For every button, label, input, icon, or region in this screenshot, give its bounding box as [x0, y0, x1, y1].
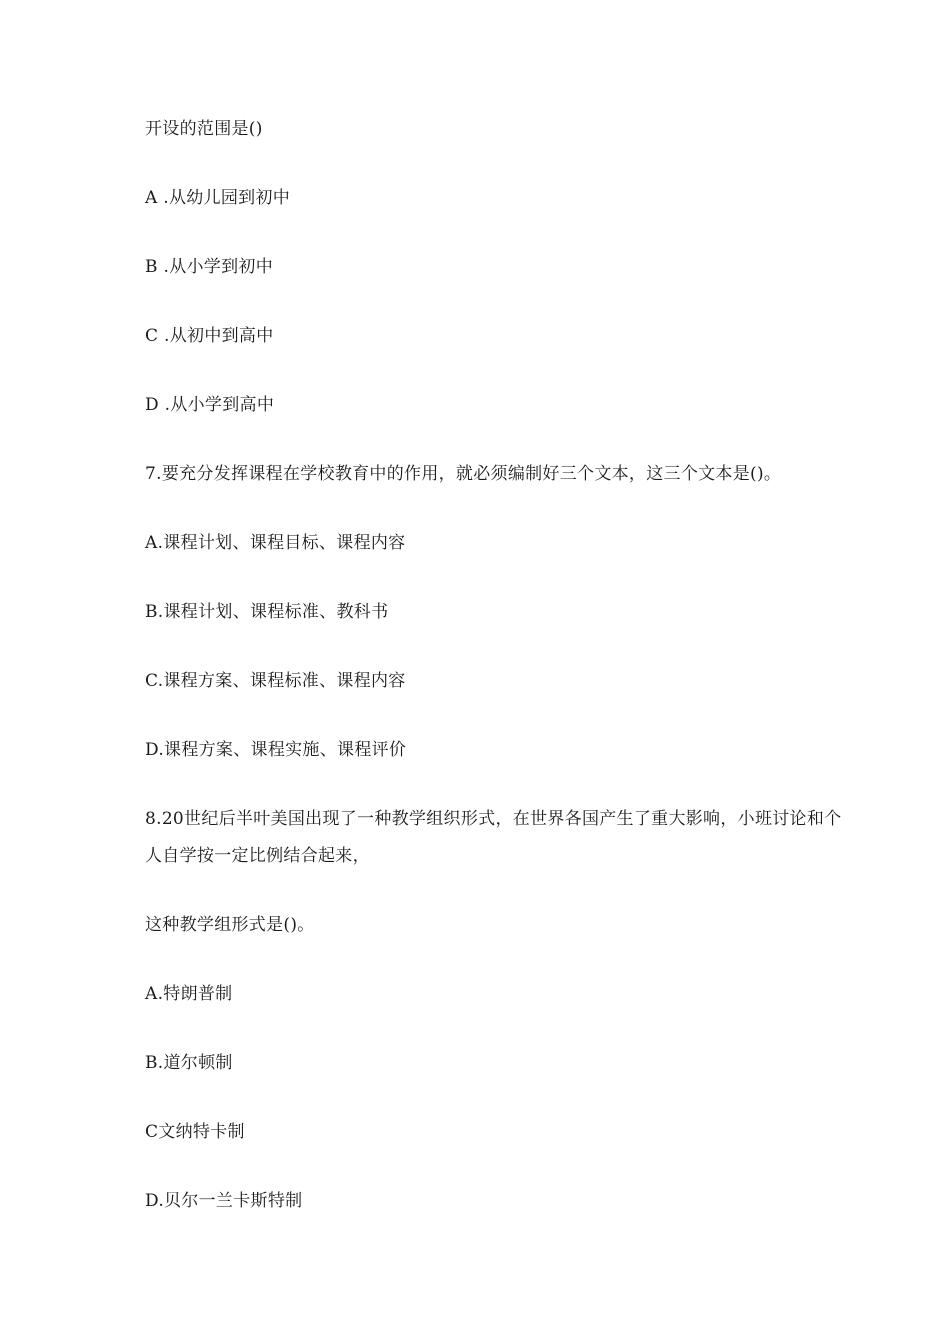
q7-option-c: C.课程方案、课程标准、课程内容	[145, 671, 406, 691]
q6-option-a: A .从幼儿园到初中	[145, 188, 291, 208]
q8-stem-line3: 这种教学组形式是()。	[145, 915, 315, 935]
q7-option-d: D.课程方案、课程实施、课程评价	[145, 740, 407, 760]
q8-stem-line2: 人自学按一定比例结合起来，	[145, 846, 370, 866]
q8-option-c: C文纳特卡制	[145, 1122, 245, 1142]
q8-option-d: D.贝尔一兰卡斯特制	[145, 1191, 303, 1211]
q6-option-c: C .从初中到高中	[145, 326, 274, 346]
q7-stem: 7.要充分发挥课程在学校教育中的作用，就必须编制好三个文本，这三个文本是()。	[145, 464, 782, 484]
q7-option-b: B.课程计划、课程标准、教科书	[145, 602, 389, 622]
q8-stem-line1: 8.20世纪后半叶美国出现了一种教学组织形式，在世界各国产生了重大影响，小班讨论和个	[145, 809, 842, 829]
q8-option-a: A.特朗普制	[145, 984, 233, 1004]
q6-stem-tail: 开设的范围是()	[145, 119, 263, 139]
q8-option-b: B.道尔顿制	[145, 1053, 233, 1073]
q6-option-b: B .从小学到初中	[145, 257, 273, 277]
q6-option-d: D .从小学到高中	[145, 395, 275, 415]
q7-option-a: A.课程计划、课程目标、课程内容	[145, 533, 406, 553]
